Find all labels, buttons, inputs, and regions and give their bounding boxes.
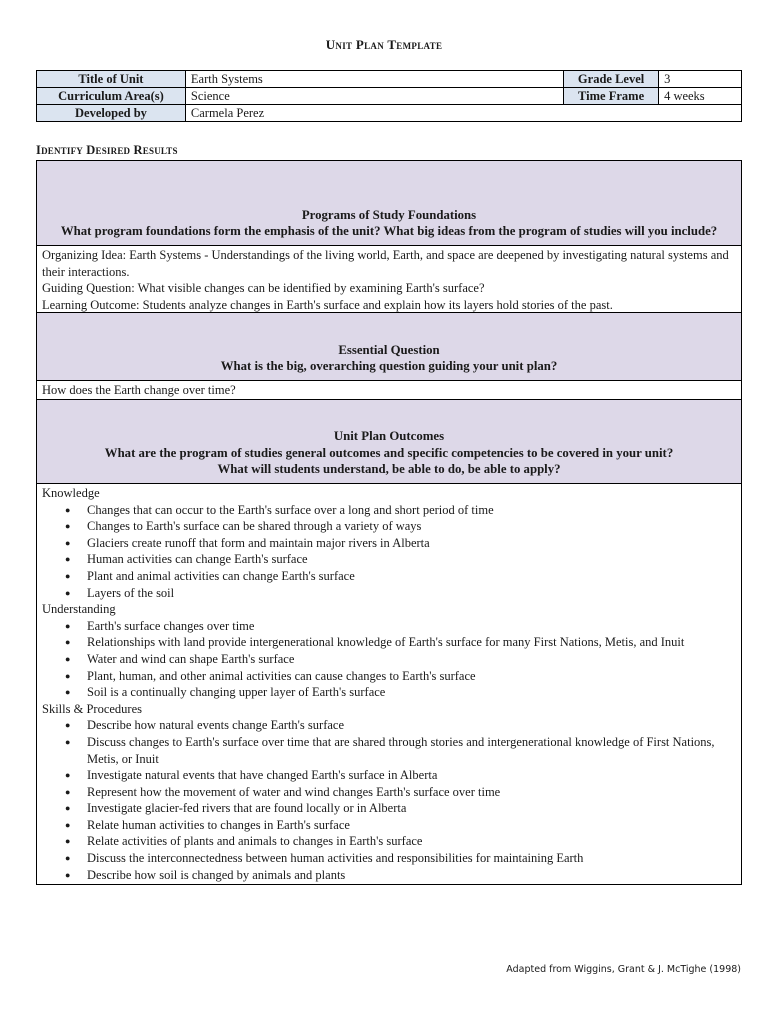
essential-content (37, 381, 741, 400)
outcomes-heading: Unit Plan Outcomes (333, 429, 445, 444)
table-row (37, 105, 742, 122)
skills-label: Skills & Procedures (42, 701, 142, 716)
list-item: ● Relationships with land provide intergenerational knowledge of Earth's surface for many First Nations, Metis, and Inuit (42, 634, 736, 651)
unit-info-table (36, 70, 742, 122)
list-item: ● Describe how soil is changed by animals and plants (42, 867, 736, 884)
learning-outcome: Learning Outcome: Students analyze changes in Earth's surface and explain how its layers hold stories of the past. (42, 297, 613, 312)
title-of-unit-label: Title of Unit (37, 71, 186, 88)
list-item: ● Investigate glacier-fed rivers that are found locally or in Alberta (42, 800, 736, 817)
grade-level-value: 3 (659, 71, 742, 88)
list-item: ● Changes to Earth's surface can be shared through a variety of ways (42, 518, 736, 535)
grade-level-label: Grade Level (564, 71, 659, 88)
title-of-unit-value: Earth Systems (185, 71, 563, 88)
knowledge-list (42, 502, 736, 602)
programs-question: What program foundations form the emphasis of the unit? What big ideas from the program of studies will you include? (60, 224, 718, 239)
attribution-note: Adapted from Wiggins, Grant & J. McTighe (1998) (506, 964, 741, 975)
desired-results-table (36, 160, 742, 885)
document-title: Unit Plan Template (325, 37, 443, 52)
essential-answer: How does the Earth change over time? (42, 383, 236, 397)
programs-heading-block (37, 161, 741, 246)
table-row (37, 88, 742, 105)
list-item: ● Earth's surface changes over time (42, 618, 736, 635)
list-item: ● Layers of the soil (42, 585, 736, 602)
list-item: ● Plant, human, and other animal activities can cause changes to Earth's surface (42, 668, 736, 685)
knowledge-label: Knowledge (42, 486, 100, 500)
list-item: ● Relate activities of plants and animals to changes in Earth's surface (42, 833, 736, 850)
list-item: ● Changes that can occur to the Earth's surface over a long and short period of time (42, 502, 736, 519)
outcomes-heading-block (37, 400, 741, 484)
understanding-list (42, 618, 736, 701)
developed-by-value: Carmela Perez (185, 105, 741, 122)
curriculum-area-label: Curriculum Area(s) (37, 88, 186, 105)
essential-question: What is the big, overarching question guiding your unit plan? (220, 359, 558, 374)
skills-list (42, 717, 736, 883)
list-item: ● Soil is a continually changing upper layer of Earth's surface (42, 684, 736, 701)
outcomes-content (37, 484, 741, 884)
list-item: ● Investigate natural events that have changed Earth's surface in Alberta (42, 767, 736, 784)
list-item: ● Human activities can change Earth's surface (42, 551, 736, 568)
list-item: ● Plant and animal activities can change Earth's surface (42, 568, 736, 585)
list-item: ● Describe how natural events change Earth's surface (42, 717, 736, 734)
organizing-idea: Organizing Idea: Earth Systems - Understandings of the living world, Earth, and space are deepened by investigating natural systems and their interactions. (42, 248, 729, 279)
list-item: ● Discuss changes to Earth's surface over time that are shared through stories and intergenerational knowledge of First Nations, Metis, or Inuit (42, 734, 736, 767)
programs-content (37, 246, 741, 313)
time-frame-label: Time Frame (564, 88, 659, 105)
understanding-label: Understanding (42, 602, 116, 617)
outcomes-question-1: What are the program of studies general outcomes and specific competencies to be covered in your unit? (104, 445, 674, 460)
curriculum-area-value: Science (185, 88, 563, 105)
guiding-question: Guiding Question: What visible changes can be identified by examining Earth's surface? (42, 281, 485, 296)
outcomes-question-2: What will students understand, be able to do, be able to apply? (217, 462, 561, 477)
programs-heading: Programs of Study Foundations (301, 207, 477, 222)
list-item: ● Relate human activities to changes in Earth's surface (42, 817, 736, 834)
list-item: ● Discuss the interconnectedness between human activities and responsibilities for maintaining Earth (42, 850, 736, 867)
list-item: ● Glaciers create runoff that form and maintain major rivers in Alberta (42, 535, 736, 552)
essential-heading: Essential Question (338, 342, 440, 357)
list-item: ● Represent how the movement of water and wind changes Earth's surface over time (42, 784, 736, 801)
time-frame-value: 4 weeks (659, 88, 742, 105)
essential-heading-block (37, 313, 741, 381)
section-heading: Identify Desired Results (36, 143, 178, 157)
list-item: ● Water and wind can shape Earth's surface (42, 651, 736, 668)
developed-by-label: Developed by (37, 105, 186, 122)
table-row (37, 71, 742, 88)
